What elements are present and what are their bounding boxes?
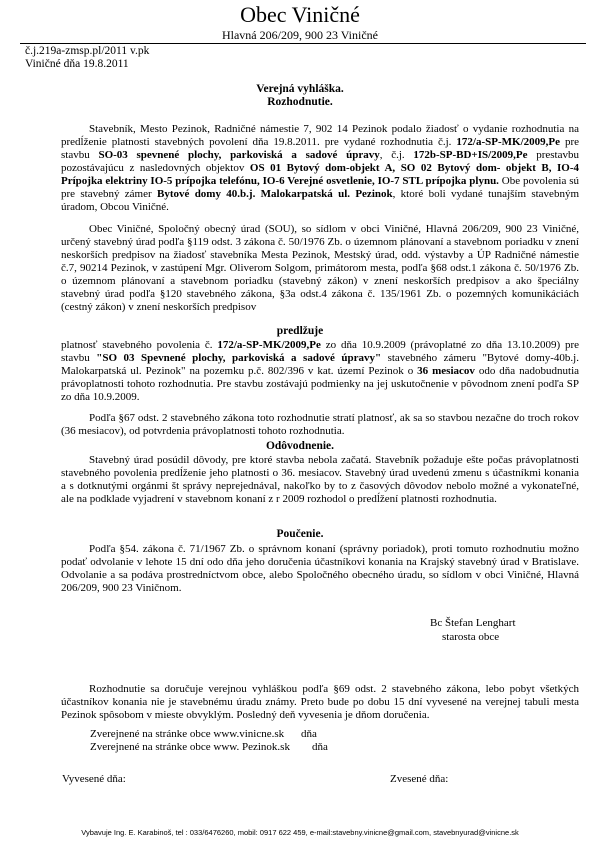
paragraph-authority: Obec Viničné, Spoločný obecný úrad (SOU), so sídlom v obci Viničné, Hlavná 206/209, 900 23 Viničné, určený stavebný úrad podľa §119 odst. 3 zákona č. 50/1976 Zb. o územnom plánovaní a stavebnom poriadku v znení neskorších predpisov na žiadosť stavebníka Mesta Pezinok, Mestský úrad, odd. výstavby a ÚP Radničné námestie č.7, 90214 Pezinok, v zastúpení Mgr. Oliverom Solgom, primátorom mesta, podľa §68 odst.1 zákona č. 50/1976 Zb. o územnom plánovaní a stavebnom poriadku (stavebný zákon) v znení neskorších predpisov a ako špeciálny stavebný úrad podľa §120 stavebného zákona, §3a odst.4 zákona č. 135/1961 Zb. o pozemných komunikáciách (cestný zákon) v znení neskorších predpisov — [61, 223, 579, 313]
para1-segment: SO-03 spevnené plochy, parkoviská a sadové úpravy — [98, 149, 380, 161]
posted-date-label: Vyvesené dňa: — [62, 773, 126, 785]
contact-footer: Vybavuje Ing. E. Karabinoš, tel : 033/6476260, mobil: 0917 622 459, e-mail:stavebny.vinicne@gmail.com, stavebnyurad@vinicne.sk — [81, 828, 519, 837]
para1-segment: Stavebník, Mesto Pezinok, Radničné námestie 7, 902 14 Pezinok podalo žiadosť o vydanie rozhodnutia na predĺženie platnosti stavebných povolení dňa 19.8.2011. pre vydané rozhodnutia č.j. — [61, 123, 579, 148]
para1-segment: Bytové domy 40.b.j. Malokarpatská ul. Pezinok — [156, 188, 393, 200]
signature-name: Bc Štefan Lenghart — [430, 617, 516, 629]
para3-segment: stavebného zámeru "Bytové domy-40b.j. Malokarpatská ul. Pezinok" na pozemku p.č. 802/396 v kat. území Pezinok o — [61, 352, 579, 377]
header-divider — [20, 43, 586, 44]
para1-segment: OS 01 Bytový dom-objekt A, SO 02 Bytový dom- objekt B, IO-4 Prípojka elektriny IO-5 prípojka telefónu, IO-6 Verejné osvetlenie, IO-7 STL prípojka plynu. — [61, 162, 580, 187]
published-village-label: Zverejnené na stránke obce www.vinicne.sk — [90, 728, 285, 740]
para1-segment: , č.j. — [379, 149, 414, 161]
para3-segment: odo dňa nadobudnutia právoplatnosti tohoto rozhodnutia. Pre stavbu zostávajú podmienky na jej uskutočnenie v pôvodnom znení podľa SP zo dňa 10.9.2009. — [61, 365, 580, 403]
heading-public-notice: Verejná vyhláška. — [256, 83, 344, 95]
signature-role: starosta obce — [442, 631, 500, 643]
paragraph-reasoning: Stavebný úrad posúdil dôvody, pre ktoré stavba nebola začatá. Stavebník požaduje ešte počas právoplatnosti stavebného povolenia predĺženie jeho platnosti o 36. mesiacov. Stavebný úrad uvedenú zmenu s účastníkmi konania a s dotknutými orgánmi št správy neprejednával, nakoľko by to z časových dôvodov nebolo možné a vykonateľné, ale na podklade vyjadrení v stavebnom konaní z r 2009 rozhodol o predĺžení platnosti rozhodnutia. — [61, 454, 579, 505]
para3-segment: 36 mesiacov — [417, 365, 475, 377]
paragraph-instruction: Podľa §54. zákona č. 71/1967 Zb. o správnom konaní (správny poriadok), proti tomuto rozhodnutiu možno podať odvolanie v lehote 15 dní odo dňa jeho doručenia účastníkovi konania na Krajský stavebný úrad v Bratislave. Odvolanie a sa podáva prostredníctvom obce, alebo Spoločného obecného úradu, so sídlom v obci Viničné, Hlavná 206/209, 900 23 Viničnom. — [61, 543, 579, 594]
paragraph-delivery: Rozhodnutie sa doručuje verejnou vyhláškou podľa §69 odst. 2 stavebného zákona, lebo pobyt všetkých účastníkov konania nie je stavebnému úradu známy. Preto bude po dobu 15 dní vyvesené na verejnej tabuli mesta Pezinok spôsobom v mieste obvyklým. Posledný deň vyvesenia je dňom doručenia. — [61, 683, 579, 721]
paragraph-applicant — [61, 123, 579, 214]
published-town-day: dňa — [312, 741, 328, 753]
document-date: Viničné dňa 19.8.2011 — [25, 58, 129, 70]
para1-segment: , ktoré boli vydané tunajším stavebným úradom, Obcou Viničné. — [61, 188, 579, 213]
para3-segment: 172/a-SP-MK/2009,Pe — [217, 339, 321, 351]
para1-segment: prestavbu pozostávajúcu z nasledovných objektov — [61, 149, 579, 174]
paragraph-extension — [61, 339, 579, 404]
para1-segment: 172b-SP-BD+IS/2009,Pe — [413, 149, 528, 161]
removed-date-label: Zvesené dňa: — [390, 773, 449, 785]
paragraph-validity: Podľa §67 odst. 2 stavebného zákona toto rozhodnutie stratí platnosť, ak sa so stavbou nezačne do troch rokov (36 mesiacov), od potvrdenia právoplatnosti tohoto rozhodnutia. — [61, 412, 579, 437]
para1-segment: Obe povolenia sú pre stavebný zámer — [61, 175, 579, 200]
para3-segment: platnosť stavebného povolenia č. — [61, 339, 218, 351]
heading-instruction: Poučenie. — [276, 528, 324, 540]
para3-segment: "SO 03 Spevnené plochy, parkoviská a sadové úpravy" — [96, 352, 382, 364]
heading-reasoning: Odôvodnenie. — [265, 440, 335, 452]
para3-segment: zo dňa 10.9.2009 (právoplatné zo dňa 13.10.2009) pre stavbu — [61, 339, 579, 364]
municipality-address: Hlavná 206/209, 900 23 Viničné — [221, 28, 379, 42]
para1-segment: pre stavbu — [61, 136, 580, 161]
published-village-day: dňa — [301, 728, 317, 740]
heading-decision: Rozhodnutie. — [267, 96, 333, 108]
published-town-label: Zverejnené na stránke obce www. Pezinok.sk — [90, 741, 290, 753]
municipality-title: Obec Viničné — [240, 2, 360, 27]
reference-number: č.j.219a-zmsp.pl/2011 v.pk — [25, 45, 150, 57]
heading-extends: predlžuje — [276, 325, 324, 337]
para1-segment: 172/a-SP-MK/2009,Pe — [456, 136, 560, 148]
